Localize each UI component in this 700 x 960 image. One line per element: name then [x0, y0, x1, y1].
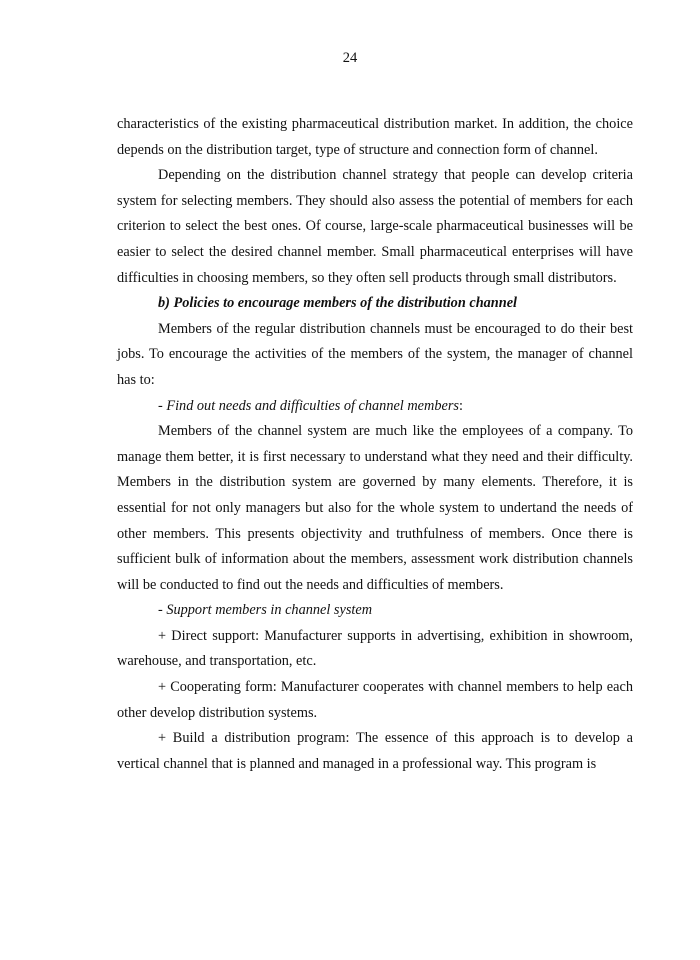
subheading-support-members: - Support members in channel system	[158, 602, 373, 619]
list-item-distribution-program: + Build a distribution program: The essence of this approach is to develop a vertical channel that is planned and managed in a professional way. This program is	[117, 730, 633, 772]
subheading-find-needs-text: - Find out needs and difficulties of channel members	[158, 397, 459, 414]
body-text	[117, 112, 633, 777]
paragraph-members-like-employees: Members of the channel system are much like the employees of a company. To manage them better, it is first necessary to understand what they need and their difficulty. Members in the distribution system are governed by many elements. Therefore, it is essential for not only managers but also for the whole system to undertand the needs of other members. This presents objectivity and truthfulness of members. Once there is sufficient bulk of information about the members, assessment work distribution channels will be conducted to find out the needs and difficulties of members.	[117, 423, 633, 593]
section-heading-policies: b) Policies to encourage members of the distribution channel	[158, 295, 518, 312]
paragraph-market-characteristics: characteristics of the existing pharmaceutical distribution market. In addition, the choice depends on the distribution target, type of structure and connection form of channel.	[117, 116, 633, 158]
subheading-find-needs-colon: :	[458, 397, 463, 414]
paragraph-encourage-members: Members of the regular distribution channels must be encouraged to do their best jobs. To encourage the activities of the members of the system, the manager of channel has to:	[117, 320, 633, 388]
list-item-cooperating-form: + Cooperating form: Manufacturer cooperates with channel members to help each other develop distribution systems.	[117, 679, 633, 721]
subheading-find-needs	[117, 394, 633, 420]
list-item-direct-support: + Direct support: Manufacturer supports in advertising, exhibition in showroom, warehouse, and transportation, etc.	[117, 627, 633, 670]
paragraph-selecting-members: Depending on the distribution channel strategy that people can develop criteria system for selecting members. They should also assess the potential of members for each criterion to select the best ones. Of course, large-scale pharmaceutical businesses will be easier to select the desired channel member. Small pharmaceutical enterprises will have difficulties in choosing members, so they often sell products through small distributors.	[117, 167, 633, 286]
page-number: 24	[342, 50, 358, 66]
